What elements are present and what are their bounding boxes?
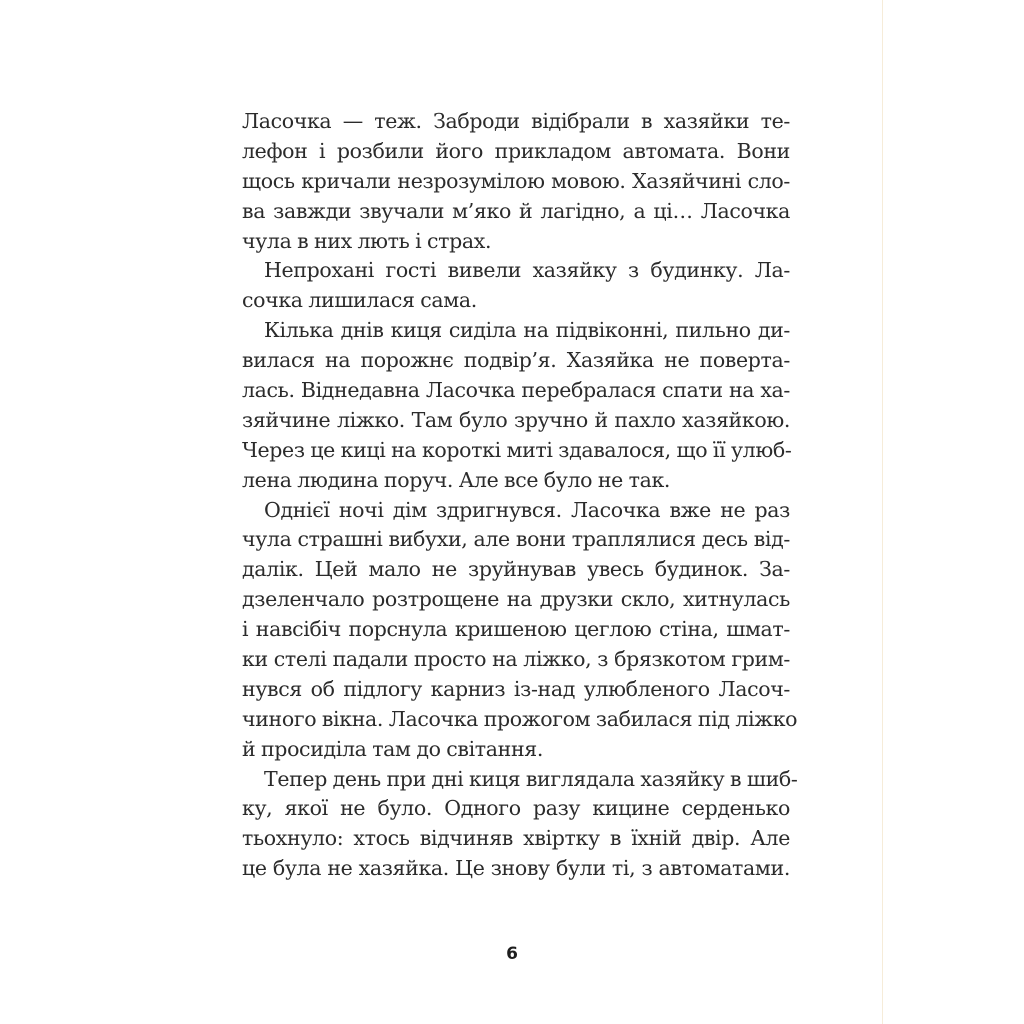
- paragraph: [242, 496, 798, 765]
- paragraph: [242, 765, 798, 885]
- text-line: нувся об підлогу карниз із-над улюбленого Ласоч-: [242, 676, 790, 701]
- text-line: далік. Цей мало не зруйнував увесь будинок. За-: [242, 557, 790, 582]
- paragraph: [242, 107, 790, 256]
- text-line: зяйчине ліжко. Там було зручно й пахло хазяйкою.: [242, 407, 790, 432]
- text-line: Через це киці на короткі миті здавалося, що її улюб-: [242, 437, 792, 462]
- text-line: чиного вікна. Ласочка прожогом забилася під ліжко: [242, 706, 798, 731]
- text-line: лефон і розбили його прикладом автомата. Вони: [242, 138, 790, 163]
- text-line: ку, якої не було. Одного разу кицине серденько: [242, 796, 790, 821]
- paragraph: [242, 316, 790, 495]
- text-line: Кілька днів киця сиділа на підвіконні, пильно ди-: [264, 318, 790, 343]
- text-line: це була не хазяйка. Це знову були ті, з автоматами.: [242, 856, 790, 881]
- text-line: ки стелі падали просто на ліжко, з брязкотом грим-: [242, 647, 790, 672]
- paragraph: [242, 256, 790, 316]
- text-line: ва завжди звучали м’яко й лагідно, а ці… Ласочка: [242, 198, 790, 223]
- text-line: Однієї ночі дім здригнувся. Ласочка вже не раз: [264, 497, 790, 522]
- text-line: дзеленчало розтрощене на друзки скло, хитнулась: [242, 587, 790, 612]
- text-line: Ласочка — теж. Заброди відібрали в хазяйки те-: [242, 109, 790, 133]
- text-line: щось кричали незрозумілою мовою. Хазяйчині сло-: [242, 168, 790, 193]
- text-line: й просиділа там до світання.: [242, 736, 544, 761]
- text-line: лась. Віднедавна Ласочка перебралася спати на ха-: [242, 378, 790, 403]
- text-line: вилася на порожнє подвір’я. Хазяйка не поверта-: [242, 348, 790, 373]
- body-text: [242, 107, 798, 884]
- text-line: сочка лишилася сама.: [242, 288, 477, 313]
- text-line: і навсібіч порснула кришеною цеглою стіна, шмат-: [242, 617, 790, 642]
- text-line: Тепер день при дні киця виглядала хазяйку в шиб-: [264, 766, 798, 791]
- page-number: 6: [506, 944, 518, 964]
- page-edge-line: [882, 0, 883, 1024]
- text-line: чула в них лють і страх.: [242, 228, 492, 253]
- text-line: Непрохані гості вивели хазяйку з будинку. Ла-: [264, 258, 790, 283]
- text-line: тьохнуло: хтось відчиняв хвіртку в їхній двір. Але: [242, 826, 790, 851]
- text-line: лена людина поруч. Але все було не так.: [242, 467, 671, 492]
- text-line: чула страшні вибухи, але вони траплялися десь від-: [242, 527, 790, 552]
